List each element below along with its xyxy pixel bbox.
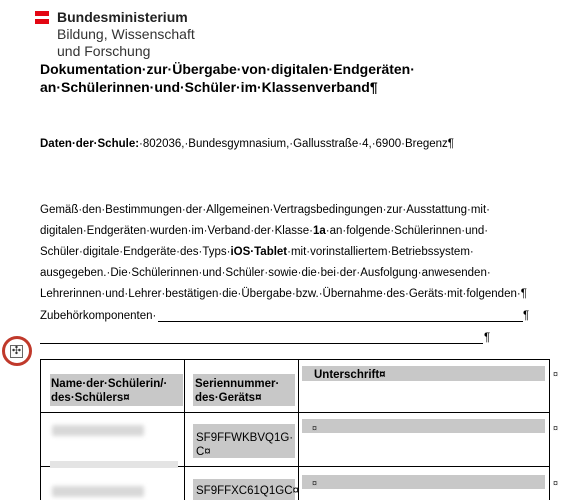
paragraph-line-5: Lehrerinnen·und·Lehrer·bestätigen·die·Übergabe·bzw.·Übernahme·des·Geräts·mit·folgenden·¶ <box>40 288 527 300</box>
table-right-border <box>549 359 550 500</box>
table-left-border <box>40 359 41 500</box>
paragraph-line-2-start: digitalen·Endgeräten·wurden·im·Verband·der·Klasse· <box>40 225 313 237</box>
table-col-divider-1 <box>184 359 185 500</box>
move-handle-icon[interactable]: ✣ <box>11 345 22 357</box>
paragraph-line-2-end: ·an·folgende·Schülerinnen·und· <box>325 225 489 237</box>
school-data-label: Daten·der·Schule: <box>40 138 140 150</box>
logo-line-3: und Forschung <box>57 43 151 59</box>
header-serial-line-1: Seriennummer· <box>195 378 280 390</box>
redacted-student-name <box>52 425 144 436</box>
row1-shade-signature <box>302 419 545 433</box>
header-name-line-2: des·Schülers¤ <box>51 392 130 404</box>
accessories-underline-1 <box>158 321 523 322</box>
school-data <box>40 137 454 151</box>
logo-line-1: Bundesministerium <box>57 9 188 25</box>
table-top-border <box>40 359 550 360</box>
document-title-line-1: Dokumentation·zur·Übergabe·von·digitalen·Endgeräten· <box>40 61 415 77</box>
paragraph-line-4: ausgegeben.·Die·Schülerinnen·und·Schüler·sowie·die·bei·der·Ausfolgung·anwesenden· <box>40 267 491 279</box>
table-header-border <box>40 412 550 413</box>
pilcrow-1: ¶ <box>523 310 530 322</box>
row2-shade-signature <box>302 475 545 489</box>
device-type: iOS·Tablet <box>230 246 288 258</box>
redacted-student-name <box>52 486 144 497</box>
accessories-underline-2 <box>40 343 483 344</box>
table-col-divider-2 <box>298 359 299 500</box>
pilcrow-2: ¶ <box>484 332 491 344</box>
row2-serial-line-1: SF9FFXC61Q1GC¤ <box>196 485 299 497</box>
header-signature: Unterschrift¤ <box>314 369 386 381</box>
row1-name-shade <box>50 461 178 468</box>
flag-stripe-bottom <box>35 19 49 24</box>
row2-end-marker: ¤ <box>553 478 559 488</box>
row1-end-marker: ¤ <box>553 423 559 433</box>
paragraph-line-3-start: Schüler·digitale·Endgeräte·des·Typs· <box>40 246 231 258</box>
row1-serial-line-1: SF9FFWKBVQ1G· <box>196 432 294 444</box>
header-serial-line-2: des·Geräts¤ <box>195 392 262 404</box>
flag-stripe-top <box>35 11 49 16</box>
paragraph-line-6: Zubehörkomponenten· <box>40 310 157 322</box>
logo-line-2: Bildung, Wissenschaft <box>57 26 195 42</box>
row1-signature-marker: ¤ <box>312 423 318 433</box>
school-data-value: ·802036,·Bundesgymnasium,·Gallusstraße·4,·6900·Bregenz¶ <box>139 138 454 150</box>
header-row-end-marker: ¤ <box>553 369 559 379</box>
paragraph-line-2 <box>40 224 488 238</box>
document-title-line-2: an·Schülerinnen·und·Schüler·im·Klassenverband¶ <box>40 79 378 95</box>
row1-serial-line-2: C¤ <box>196 446 211 458</box>
class-name: 1a <box>312 225 326 237</box>
header-name-line-1: Name·der·Schülerin/· <box>51 378 168 390</box>
paragraph-line-3-end: ·mit·vorinstalliertem·Betriebssystem· <box>287 246 474 258</box>
row2-signature-marker: ¤ <box>312 478 318 488</box>
paragraph-line-3 <box>40 245 474 259</box>
paragraph-line-1: Gemäß·den·Bestimmungen·der·Allgemeinen·Vertragsbedingungen·zur·Ausstattung·mit· <box>40 204 490 216</box>
